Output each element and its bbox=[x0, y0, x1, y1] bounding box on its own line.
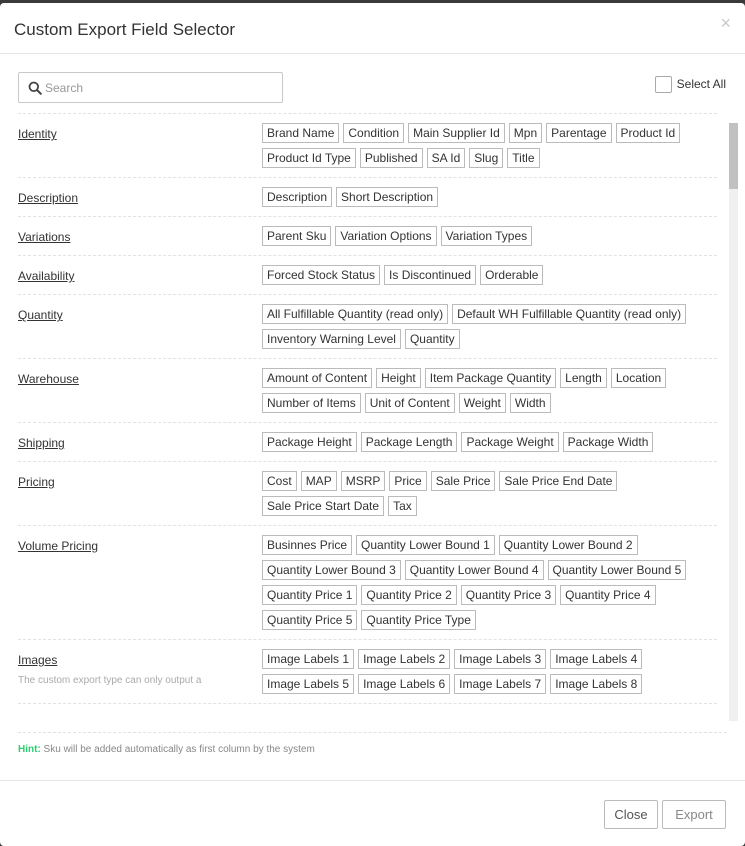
field-tag[interactable]: Orderable bbox=[480, 265, 543, 285]
field-tag[interactable]: Slug bbox=[469, 148, 503, 168]
field-tag[interactable]: Businnes Price bbox=[262, 535, 352, 555]
field-tags bbox=[261, 226, 717, 246]
field-tag[interactable]: Amount of Content bbox=[262, 368, 372, 388]
select-all-toggle[interactable] bbox=[655, 75, 726, 93]
modal-header bbox=[0, 3, 745, 54]
field-tag[interactable]: Package Height bbox=[262, 432, 357, 452]
field-tag[interactable]: Package Width bbox=[563, 432, 654, 452]
field-tag[interactable]: Package Length bbox=[361, 432, 458, 452]
group-header bbox=[18, 649, 261, 694]
modal-title: Custom Export Field Selector bbox=[14, 20, 236, 39]
select-all-label: Select All bbox=[676, 77, 726, 91]
field-tag[interactable]: Title bbox=[507, 148, 539, 168]
field-tags bbox=[261, 265, 717, 285]
field-tag[interactable]: Main Supplier Id bbox=[408, 123, 505, 143]
field-tag[interactable]: Condition bbox=[343, 123, 404, 143]
field-tag[interactable]: Width bbox=[510, 393, 551, 413]
group-name-link[interactable]: Shipping bbox=[18, 436, 65, 450]
field-group-volume-pricing bbox=[18, 526, 717, 640]
field-tags bbox=[261, 304, 717, 349]
group-name-link[interactable]: Warehouse bbox=[18, 372, 79, 386]
field-tags bbox=[261, 649, 717, 694]
field-tags bbox=[261, 471, 717, 516]
hint-message: Sku will be added automatically as first column by the system bbox=[40, 744, 315, 755]
field-tag[interactable]: Location bbox=[611, 368, 666, 388]
field-tag[interactable]: Sale Price Start Date bbox=[262, 496, 384, 516]
group-name-link[interactable]: Variations bbox=[18, 230, 71, 244]
field-tag[interactable]: Image Labels 2 bbox=[358, 649, 450, 669]
field-group-pricing bbox=[18, 462, 717, 526]
field-tags bbox=[261, 368, 717, 413]
field-tag[interactable]: Quantity bbox=[405, 329, 460, 349]
field-tag[interactable]: Quantity Price Type bbox=[361, 610, 476, 630]
field-tag[interactable]: Weight bbox=[459, 393, 506, 413]
field-groups-list bbox=[18, 113, 717, 721]
search-icon bbox=[28, 81, 42, 95]
field-tag[interactable]: MSRP bbox=[341, 471, 386, 491]
field-tag[interactable]: Quantity Lower Bound 2 bbox=[499, 535, 638, 555]
field-tag[interactable]: Quantity Lower Bound 5 bbox=[548, 560, 687, 580]
field-tag[interactable]: Image Labels 4 bbox=[550, 649, 642, 669]
field-group-description bbox=[18, 178, 717, 217]
field-tag[interactable]: Published bbox=[360, 148, 423, 168]
field-tag[interactable]: Quantity Lower Bound 3 bbox=[262, 560, 401, 580]
field-tag[interactable]: Image Labels 3 bbox=[454, 649, 546, 669]
field-tag[interactable]: Forced Stock Status bbox=[262, 265, 380, 285]
field-tag[interactable]: MAP bbox=[301, 471, 337, 491]
field-group-variations bbox=[18, 217, 717, 256]
field-group-shipping bbox=[18, 423, 717, 462]
search-box[interactable] bbox=[18, 72, 283, 103]
group-header bbox=[18, 432, 261, 452]
field-tag[interactable]: Parent Sku bbox=[262, 226, 331, 246]
field-tag[interactable]: Product Id bbox=[616, 123, 681, 143]
field-tag[interactable]: All Fulfillable Quantity (read only) bbox=[262, 304, 448, 324]
group-name-link[interactable]: Availability bbox=[18, 269, 75, 283]
hint-text bbox=[18, 744, 315, 755]
field-group-availability bbox=[18, 256, 717, 295]
group-note: The custom export type can only output a bbox=[18, 675, 202, 686]
field-tag[interactable]: Default WH Fulfillable Quantity (read only) bbox=[452, 304, 686, 324]
field-tag[interactable]: Sale Price End Date bbox=[499, 471, 617, 491]
group-name-link[interactable]: Images bbox=[18, 653, 58, 667]
hint-label: Hint: bbox=[18, 744, 41, 755]
field-tag[interactable]: Item Package Quantity bbox=[425, 368, 556, 388]
group-name-link[interactable]: Description bbox=[18, 191, 79, 205]
group-name-link[interactable]: Pricing bbox=[18, 475, 55, 489]
field-tag[interactable]: Product Id Type bbox=[262, 148, 356, 168]
field-tag[interactable]: Variation Options bbox=[335, 226, 436, 246]
divider bbox=[18, 732, 727, 733]
field-tag[interactable]: Quantity Price 3 bbox=[461, 585, 556, 605]
field-tag[interactable]: Image Labels 1 bbox=[262, 649, 354, 669]
field-tag[interactable]: Short Description bbox=[336, 187, 438, 207]
group-header bbox=[18, 471, 261, 516]
field-tag[interactable]: Quantity Price 5 bbox=[262, 610, 357, 630]
field-tag[interactable]: Tax bbox=[388, 496, 417, 516]
field-tag[interactable]: Price bbox=[389, 471, 426, 491]
field-tag[interactable]: Image Labels 5 bbox=[262, 674, 354, 694]
group-name-link[interactable]: Volume Pricing bbox=[18, 539, 99, 553]
field-tags bbox=[261, 123, 717, 168]
field-tag[interactable]: Quantity Price 1 bbox=[262, 585, 357, 605]
field-tags bbox=[261, 187, 717, 207]
field-tag[interactable]: Image Labels 8 bbox=[550, 674, 642, 694]
group-header bbox=[18, 226, 261, 246]
search-input[interactable] bbox=[45, 73, 280, 102]
export-button[interactable]: Export bbox=[662, 800, 726, 829]
field-tag[interactable]: Parentage bbox=[546, 123, 611, 143]
scrollbar-thumb[interactable] bbox=[729, 123, 738, 189]
field-tag[interactable]: Variation Types bbox=[441, 226, 533, 246]
select-all-checkbox[interactable] bbox=[655, 76, 672, 93]
field-tag[interactable]: Quantity Price 2 bbox=[361, 585, 456, 605]
close-icon[interactable]: × bbox=[720, 13, 731, 33]
field-tag[interactable]: Quantity Lower Bound 1 bbox=[356, 535, 495, 555]
field-tag[interactable]: Sale Price bbox=[431, 471, 496, 491]
field-tag[interactable]: SA Id bbox=[427, 148, 466, 168]
field-group-images bbox=[18, 640, 717, 704]
field-tag[interactable]: Image Labels 6 bbox=[358, 674, 450, 694]
group-name-link[interactable]: Identity bbox=[18, 127, 57, 141]
field-tag[interactable]: Is Discontinued bbox=[384, 265, 476, 285]
scrollbar[interactable] bbox=[729, 123, 738, 721]
close-button[interactable]: Close bbox=[604, 800, 658, 829]
group-name-link[interactable]: Quantity bbox=[18, 308, 63, 322]
group-header bbox=[18, 368, 261, 413]
modal-footer bbox=[0, 780, 745, 846]
field-tag[interactable]: Image Labels 7 bbox=[454, 674, 546, 694]
export-field-selector-modal bbox=[0, 3, 745, 846]
field-tag[interactable]: Quantity Lower Bound 4 bbox=[405, 560, 544, 580]
group-header bbox=[18, 535, 261, 630]
field-tag[interactable]: Number of Items bbox=[262, 393, 361, 413]
field-tag[interactable]: Length bbox=[560, 368, 607, 388]
group-header bbox=[18, 123, 261, 168]
group-header bbox=[18, 265, 261, 285]
group-header bbox=[18, 187, 261, 207]
field-tags bbox=[261, 432, 717, 452]
field-tag[interactable]: Package Weight bbox=[461, 432, 558, 452]
field-tag[interactable]: Mpn bbox=[509, 123, 542, 143]
field-tag[interactable]: Height bbox=[376, 368, 421, 388]
field-tag[interactable]: Brand Name bbox=[262, 123, 339, 143]
field-tag[interactable]: Inventory Warning Level bbox=[262, 329, 401, 349]
field-group-identity bbox=[18, 113, 717, 178]
field-group-quantity bbox=[18, 295, 717, 359]
field-tag[interactable]: Cost bbox=[262, 471, 297, 491]
field-tags bbox=[261, 535, 717, 630]
group-header bbox=[18, 304, 261, 349]
field-tag[interactable]: Description bbox=[262, 187, 332, 207]
field-tag[interactable]: Quantity Price 4 bbox=[560, 585, 655, 605]
field-tag[interactable]: Unit of Content bbox=[365, 393, 455, 413]
field-group-warehouse bbox=[18, 359, 717, 423]
